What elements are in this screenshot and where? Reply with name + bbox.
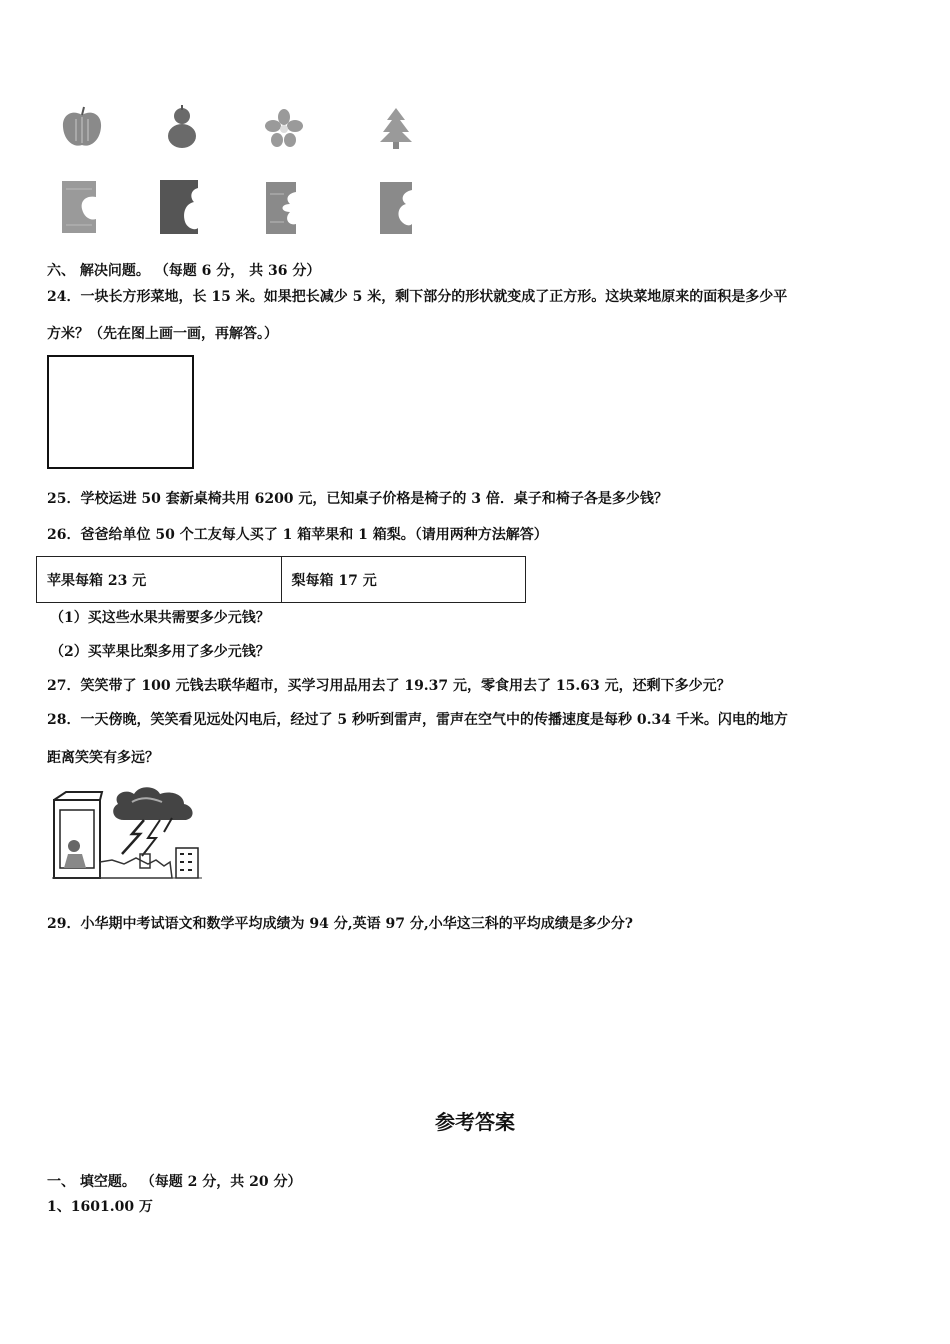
fruit-price-table <box>36 556 526 603</box>
drawing-box[interactable] <box>47 355 194 469</box>
shape-tree-icon <box>374 106 418 150</box>
lightning-scene-illustration <box>52 782 204 880</box>
paper-cut-tree <box>380 182 414 234</box>
section-six-title: 六、 解决问题。 （每题 6 分， 共 36 分） <box>47 263 321 279</box>
shape-apple-icon <box>58 105 106 150</box>
question-24-line1: 24．一块长方形菜地，长 15 米。如果把长减少 5 米，剩下部分的形状就变成了正方形。这块菜地原来的面积是多少平 <box>47 289 788 305</box>
shape-gourd-icon <box>162 103 202 151</box>
question-26-sub1: （1）买这些水果共需要多少元钱？ <box>50 610 270 626</box>
answer-section-one-title: 一、 填空题。 （每题 2 分，共 20 分） <box>47 1174 302 1190</box>
table-cell-apple: 苹果每箱 23 元 <box>37 557 282 603</box>
table-cell-pear: 梨每箱 17 元 <box>281 557 526 603</box>
answer-section-title: 参考答案 <box>435 1110 515 1134</box>
question-28-line1: 28．一天傍晚，笑笑看见远处闪电后，经过了 5 秒听到雷声，雷声在空气中的传播速度是每秒 0.34 千米。闪电的地方 <box>47 712 788 728</box>
question-24-line2: 方米？（先在图上画一画，再解答。） <box>47 326 278 342</box>
shape-flower-icon <box>262 108 306 150</box>
question-26: 26．爸爸给单位 50 个工友每人买了 1 箱苹果和 1 箱梨。（请用两种方法解答） <box>47 527 548 543</box>
question-29: 29．小华期中考试语文和数学平均成绩为 94 分,英语 97 分,小华这三科的平均成绩是多少分? <box>47 916 633 932</box>
paper-cut-gourd <box>160 180 200 234</box>
table-row <box>37 557 526 603</box>
answer-1: 1、1601.00 万 <box>47 1199 153 1215</box>
question-28-line2: 距离笑笑有多远？ <box>47 750 159 766</box>
question-26-sub2: （2）买苹果比梨多用了多少元钱？ <box>50 644 270 660</box>
paper-cut-flower <box>266 182 300 234</box>
question-25: 25．学校运进 50 套新桌椅共用 6200 元，已知桌子价格是椅子的 3 倍．桌子和椅子各是多少钱？ <box>47 491 668 507</box>
question-27: 27．笑笑带了 100 元钱去联华超市，买学习用品用去了 19.37 元，零食用去了 15.63 元，还剩下多少元？ <box>47 678 731 694</box>
paper-cut-apple <box>62 181 100 233</box>
